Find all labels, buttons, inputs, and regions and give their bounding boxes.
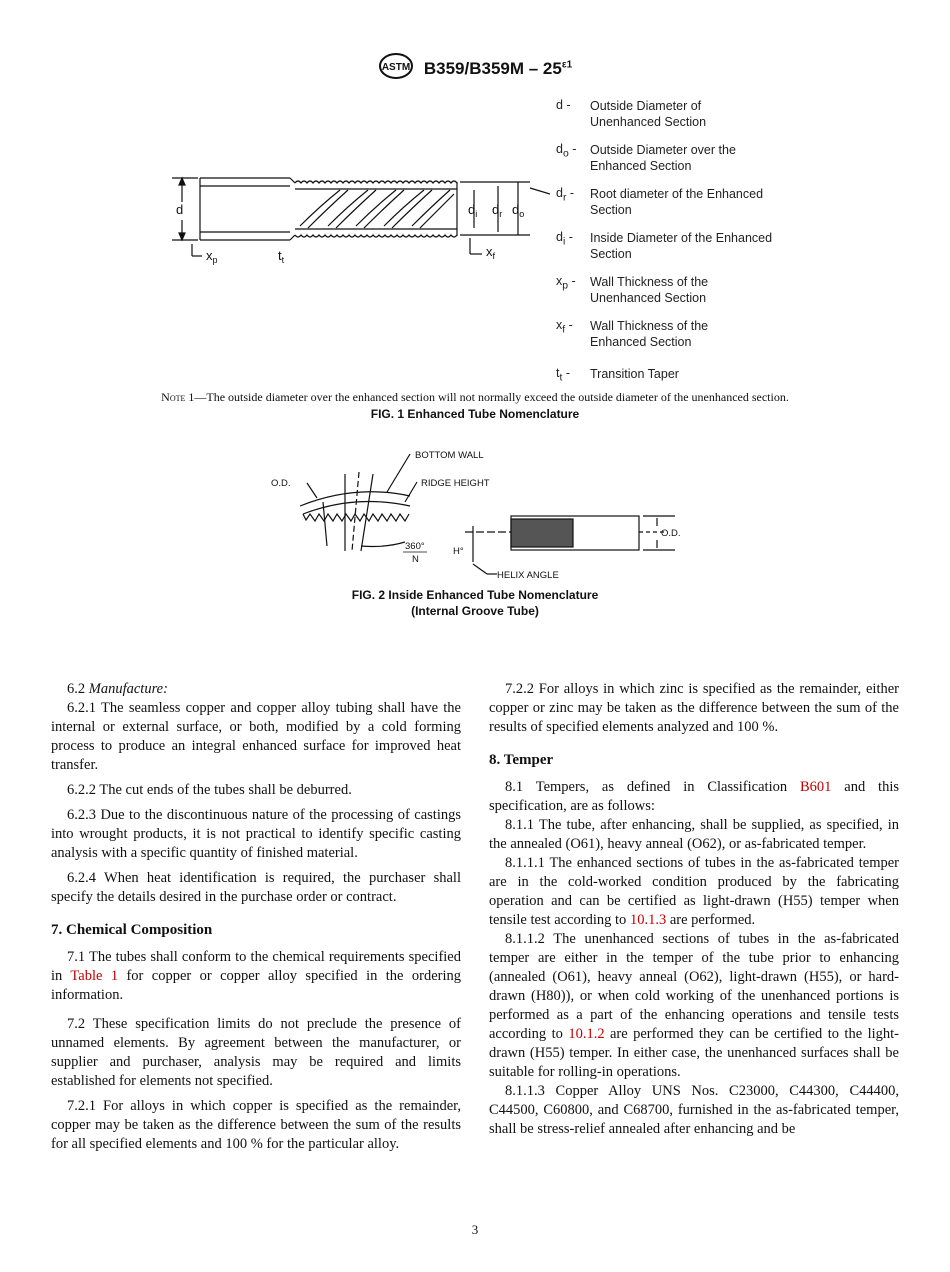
fig2-label-angle-num: 360°	[405, 541, 425, 552]
table-1-link[interactable]: Table 1	[70, 968, 119, 984]
fig2-label-od-right: O.D.	[661, 528, 681, 539]
fig1-label-xf: $x_f$	[486, 244, 496, 261]
fig2-caption: FIG. 2 Inside Enhanced Tube Nomenclature (Internal Groove Tube)	[351, 588, 599, 618]
para-7-2-1: 7.2.1 For alloys in which copper is specified as the remainder, copper may be taken as the difference between the sum of the results for all specified elements and 100 % for the particular alloy.	[51, 1098, 461, 1152]
right-column	[489, 680, 899, 1139]
astm-logo	[378, 52, 414, 85]
left-column	[51, 680, 461, 1154]
fig1-label-do: $d_o$	[512, 202, 525, 219]
ref-10-1-3-link[interactable]: 10.1.3	[629, 912, 667, 928]
para-6-2-1: 6.2.1 The seamless copper and copper alloy tubing shall have the internal or external surface, or both, modified by a cold forming process to produce an integral enhanced surface for improved heat transfer.	[51, 700, 461, 773]
page-number: 3	[471, 1222, 479, 1237]
para-6-2-4: 6.2.4 When heat identification is required, the purchaser shall specify the details desired in the purchase order or contract.	[51, 870, 461, 905]
para-7-1: 7.1 The tubes shall conform to the chemical requirements specified in Table 1 for copper or copper alloy specified in the ordering information.	[51, 949, 461, 1003]
fig2-label-ridge-height: RIDGE HEIGHT	[421, 478, 490, 489]
page-header	[0, 52, 950, 85]
fig1-label-xp: $x_p$	[206, 248, 218, 265]
document-title: $B359/B359M - 25^{\varepsilon 1}$	[423, 58, 573, 78]
fig1-caption: FIG. 1 Enhanced Tube Nomenclature	[370, 407, 580, 421]
b601-link[interactable]: B601	[799, 779, 832, 795]
logo-text: ASTM	[381, 62, 411, 73]
section-7-heading: 7. Chemical Composition	[51, 922, 213, 938]
fig2-label-angle-den: N	[412, 554, 419, 565]
fig2-label-od-left: O.D.	[271, 478, 291, 489]
fig2-label-h-deg: H°	[453, 546, 464, 557]
ref-10-1-2-link[interactable]: 10.1.2	[568, 1026, 605, 1042]
fig1-note: Note 1—The outside diameter over the enhanced section will not normally exceed the outside diameter of the unenhanced section.	[161, 390, 789, 404]
fig1-label-di: $d_i$	[468, 202, 478, 219]
para-7-2-2: 7.2.2 For alloys in which zinc is specified as the remainder, either copper or zinc may be taken as the difference between the sum of the results of specified elements analyzed and 100 %.	[489, 681, 899, 735]
para-8-1-1: 8.1.1 The tube, after enhancing, shall be supplied, as specified, in the annealed (O61), heavy anneal (O62), or as-fabricated temper.	[489, 817, 899, 852]
fig2-drawing	[265, 446, 695, 586]
fig1-label-dr: $d_r$	[492, 202, 503, 219]
section-6-2-heading: 6.2 Manufacture:	[67, 681, 168, 697]
fig2-label-helix-angle: HELIX ANGLE	[497, 570, 559, 581]
para-6-2-2: 6.2.2 The cut ends of the tubes shall be deburred.	[67, 782, 352, 798]
fig2-label-bottom-wall: BOTTOM WALL	[415, 450, 484, 461]
para-8-1-1-3: 8.1.1.3 Copper Alloy UNS Nos. C23000, C44300, C44400, C44500, C60800, and C68700, furnished in the as-fabricated temper, shall be stress-relief annealed after enhancing and be	[489, 1083, 899, 1137]
fig1-label-d: d	[176, 202, 184, 217]
para-8-1-1-2: 8.1.1.2 The unenhanced sections of tubes in the as-fabricated temper are either in the temper of the tube prior to enhancing (annealed (O61), heavy anneal (O62), light-drawn (H55), or hard-drawn (H80)), or when cold working of the unenhanced portions is performed as a part of the enhancing operations and tensile tests according to 10.1.2 are performed they can be certified to the light-drawn (H55) temper. In either case, the unenhanced surfaces shall be suitable for rolling-in operations.	[489, 931, 899, 1080]
section-8-heading: 8. Temper	[489, 752, 554, 768]
fig1-tube-drawing	[160, 168, 550, 268]
fig1-label-tt: $t_t$	[278, 248, 285, 265]
para-6-2-3: 6.2.3 Due to the discontinuous nature of the processing of castings into wrought products, it is not practical to identify specific casting analysis with a specific quantity of finished material.	[51, 807, 461, 861]
para-8-1: 8.1 Tempers, as defined in Classification B601 and this specification, are as follows:	[489, 779, 900, 814]
para-7-2: 7.2 These specification limits do not preclude the presence of unnamed elements. By agreement between the manufacturer, or supplier and purchaser, analysis may be required and limits established for elements not specified.	[51, 1016, 461, 1089]
para-8-1-1-1: 8.1.1.1 The enhanced sections of tubes in the as-fabricated temper are in the cold-worked condition produced by the fabricating operation and can be certified as light-drawn (H55) temper when tensile test according to 10.1.3 are performed.	[489, 855, 899, 928]
